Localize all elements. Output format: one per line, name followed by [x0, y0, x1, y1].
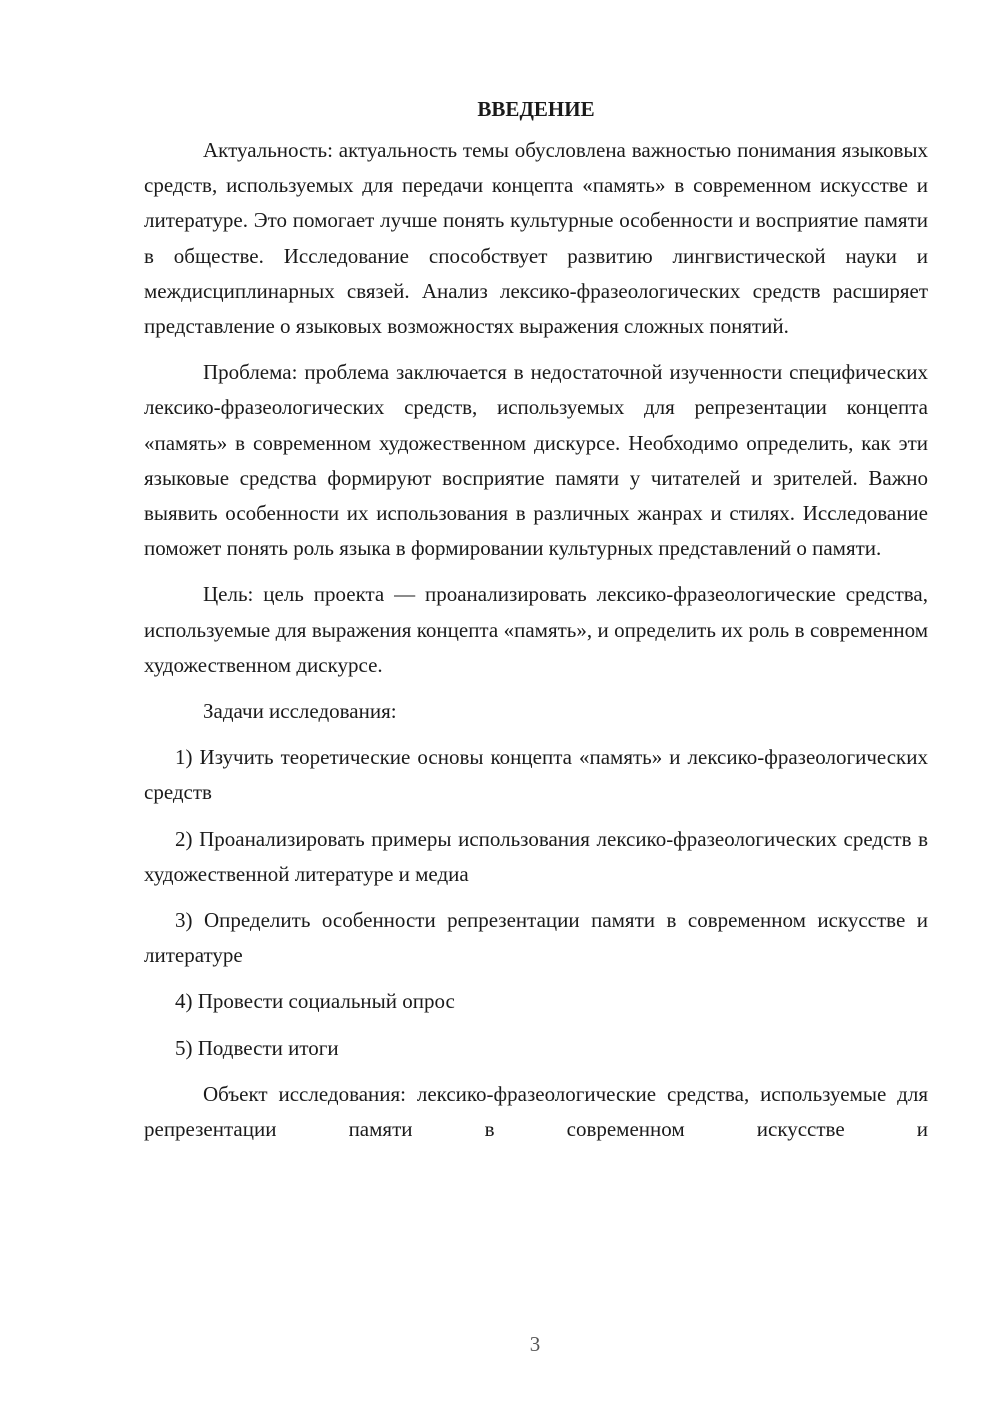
- section-title: ВВЕДЕНИЕ: [477, 97, 595, 121]
- task-item-2: 2) Проанализировать примеры использования лексико-фразеологических средств в художественной литературе и медиа: [144, 826, 928, 886]
- task-item-4: 4) Провести социальный опрос: [175, 989, 455, 1014]
- task-item-1: 1) Изучить теоретические основы концепта «память» и лексико-фразеологических средств: [144, 745, 928, 805]
- page-number: 3: [529, 1332, 541, 1356]
- task-item-3: 3) Определить особенности репрезентации памяти в современном искусстве и литературе: [144, 908, 928, 968]
- tasks-heading: Задачи исследования:: [203, 699, 397, 724]
- object-paragraph: Объект исследования: лексико-фразеологические средства, используемые для репрезентации памяти в современном искусстве и: [144, 1081, 928, 1142]
- task-item-5: 5) Подвести итоги: [175, 1035, 339, 1060]
- relevance-paragraph: Актуальность: актуальность темы обусловлена важностью понимания языковых средств, используемых для передачи концепта «память» в современном искусстве и литературе. Это помогает лучше понять культурные особенности и восприятие памяти в обществе. Исследование способствует развитию лингвистической науки и междисциплинарных связей. Анализ лексико-фразеологических средств расширяет представление о языковых возможностях выражения сложных понятий.: [144, 138, 928, 339]
- problem-paragraph: Проблема: проблема заключается в недостаточной изученности специфических лексико-фразеологических средств, используемых для репрезентации концепта «память» в современном художественном дискурсе. Необходимо определить, как эти языковые средства формируют восприятие памяти у читателей и зрителей. Важно выявить особенности их использования в различных жанрах и стилях. Исследование поможет понять роль языка в формировании культурных представлений о памяти.: [144, 360, 928, 561]
- goal-paragraph: Цель: цель проекта — проанализировать лексико-фразеологические средства, используемые для выражения концепта «память», и определить их роль в современном художественном дискурсе.: [144, 582, 928, 677]
- document-page: [144, 92, 928, 1158]
